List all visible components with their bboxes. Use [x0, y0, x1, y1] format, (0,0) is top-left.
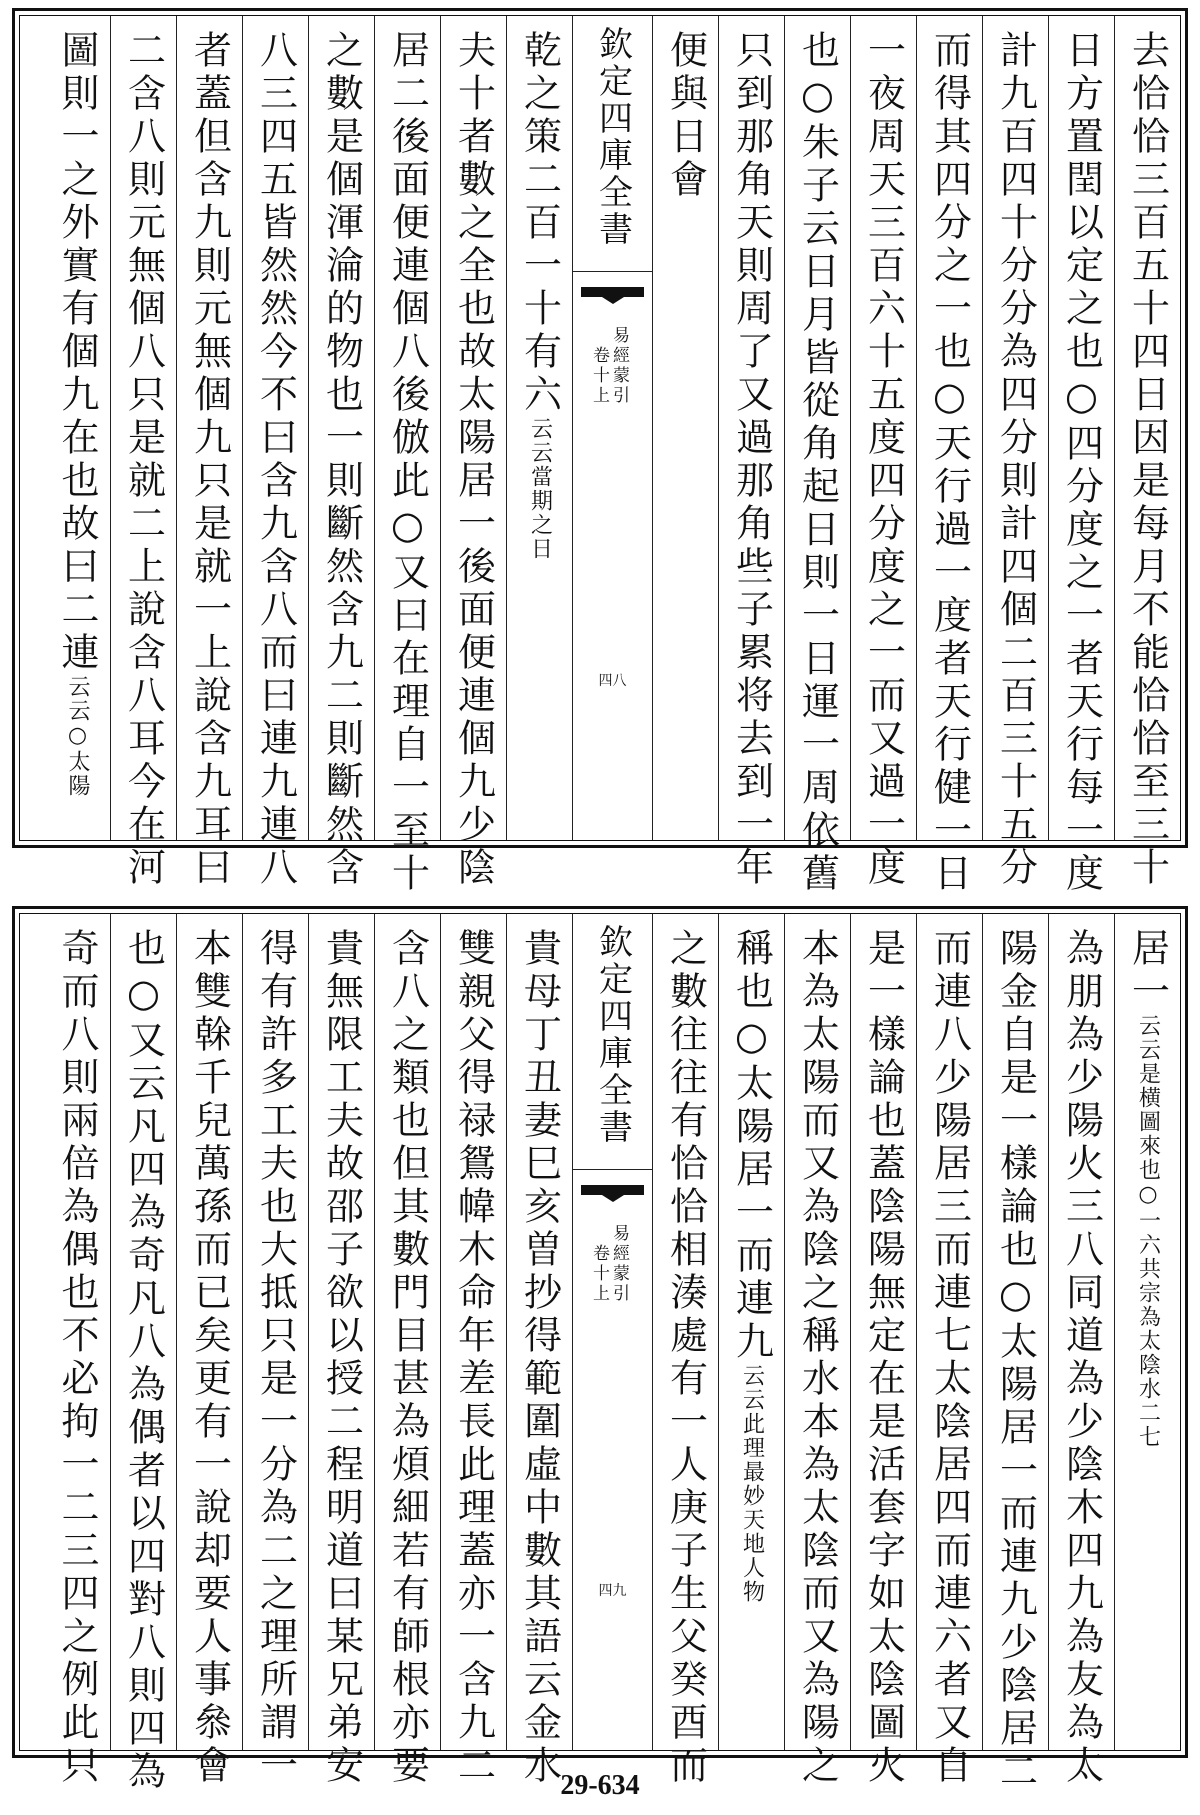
- text-column: [176, 914, 242, 1788]
- column-text: 奇而八則兩倍為偶也不必拘一二三四之例此只: [55, 928, 99, 1788]
- column-text: 者蓋但含九則元無個九只是就一上說含九耳曰: [187, 30, 232, 890]
- column-text: 二含八則元無個八只是就二上說含八耳今在河: [121, 30, 166, 890]
- small-annotation: 云云此理最妙天地人物: [739, 1364, 765, 1604]
- text-column: [1048, 16, 1114, 896]
- column-text: 也○朱子云日月皆從角起日則一日運一周依舊: [795, 30, 840, 896]
- fish-tail-ornament: [581, 1176, 644, 1204]
- center-banner: [572, 914, 652, 1750]
- text-column: [784, 914, 850, 1788]
- column-text: 去恰恰三百五十四日因是每月不能恰恰至三十: [1125, 30, 1170, 890]
- text-column: [374, 914, 440, 1788]
- column-text: 本為太陽而又為陰之稱水本為太陰而又為陽之: [795, 928, 840, 1788]
- main-text: 稱也○太陽居一而連九: [729, 928, 774, 1364]
- fish-tail-ornament: [581, 278, 644, 306]
- column-text: 貴無限工夫故邵子欲以授二程明道曰某兄弟安: [319, 928, 364, 1788]
- column-text: 雙親父得禄鴛幃木命年差長此理蓋亦一含九二: [451, 928, 496, 1788]
- column-text: 居二後面便連個八後倣此○又曰在理自一至十: [385, 30, 430, 896]
- leaf-number: 四八: [598, 673, 627, 689]
- column-text: 貴母丁丑妻巳亥曽抄得範圍虛中數其語云金水: [517, 928, 562, 1788]
- column-text: 日方置閏以定之也○四分度之一者天行每一度: [1059, 30, 1104, 896]
- text-column: [110, 914, 176, 1794]
- column-text: 本雙榦千兒萬孫而已矣更有一說却要人事叅會: [187, 928, 232, 1788]
- book-title: 欽定四庫全書: [592, 26, 633, 248]
- main-text: 乾之策二百一十有六: [517, 30, 562, 417]
- text-column: [242, 16, 308, 890]
- column-text: 也○又云凡四為奇凡八為偶者以四對八則四為: [121, 928, 166, 1794]
- book-name: 易經蒙引: [609, 1224, 629, 1304]
- main-text: 居一: [1125, 928, 1170, 1014]
- column-text: 而連八少陽居三而連七太陰居四而連六者又自: [927, 928, 972, 1788]
- text-column: [652, 16, 718, 840]
- text-column: [850, 914, 916, 1788]
- text-column: [506, 914, 572, 1788]
- column-text: 陽金自是一樣論也○太陽居一而連九少陰居二: [993, 928, 1038, 1794]
- banner-info: [573, 316, 652, 436]
- text-column: [308, 914, 374, 1788]
- column-text: 之數往往有恰恰相湊處有一人庚子生父癸酉而: [663, 928, 708, 1788]
- center-banner: [572, 16, 652, 840]
- text-column: [718, 914, 784, 1750]
- small-annotation: 云云當期之日: [527, 417, 553, 561]
- column-text: [47, 30, 107, 798]
- column-text: 是一樣論也蓋陰陽無定在是活套字如太陰圖火: [861, 928, 906, 1788]
- column-text: [1118, 928, 1178, 1449]
- page-footer-number: 29-634: [560, 1770, 640, 1801]
- column-text: 得有許多工夫也大抵只是一分為二之理所謂一: [253, 928, 298, 1788]
- book-name: 易經蒙引: [609, 326, 629, 406]
- column-text: 為朋為少陽火三八同道為少陰木四九為友為太: [1059, 928, 1104, 1788]
- small-annotation: 云云是横圖來也○一六共宗為太陰水二七: [1135, 1014, 1161, 1449]
- text-column: [850, 16, 916, 890]
- text-column: [176, 16, 242, 890]
- text-column: [44, 16, 110, 840]
- column-text: 之數是個渾淪的物也一則斷然含九二則斷然含: [319, 30, 364, 890]
- top-columns: [20, 16, 1180, 896]
- column-text: 便與日會: [663, 30, 708, 202]
- text-column: [916, 914, 982, 1788]
- column-text: 而得其四分之一也○天行過一度者天行健一日: [927, 30, 972, 896]
- column-text: 計九百四十分分為四分則計四個二百三十五分: [993, 30, 1038, 890]
- text-column: [308, 16, 374, 890]
- banner-title-box: [573, 16, 652, 272]
- volume-label: 卷十上: [589, 1244, 609, 1304]
- text-column: [440, 16, 506, 890]
- column-text: [510, 30, 570, 561]
- text-column: [916, 16, 982, 896]
- banner-info: [573, 1214, 652, 1334]
- text-column: [718, 16, 784, 890]
- text-column: [1114, 914, 1180, 1750]
- column-text: 只到那角天則周了又過那角些子累将去到一年: [729, 30, 774, 890]
- banner-title-box: [573, 914, 652, 1170]
- text-column: [44, 914, 110, 1788]
- text-column: [506, 16, 572, 840]
- main-text: 圖則一之外實有個九在也故曰二連: [55, 30, 99, 675]
- column-text: 八三四五皆然然今不曰含九含八而曰連九連八: [253, 30, 298, 890]
- text-column: [982, 914, 1048, 1794]
- text-column: [242, 914, 308, 1788]
- text-column: [1048, 914, 1114, 1788]
- text-column: [374, 16, 440, 896]
- text-column: [652, 914, 718, 1788]
- leaf-number: 四九: [598, 1583, 627, 1599]
- text-column: [1114, 16, 1180, 890]
- column-text: 含八之類也但其數門目甚為煩細若有師根亦要: [385, 928, 430, 1788]
- book-title: 欽定四庫全書: [592, 924, 633, 1146]
- text-column: [784, 16, 850, 896]
- text-column: [110, 16, 176, 890]
- column-text: 夫十者數之全也故太陽居一後面便連個九少陰: [451, 30, 496, 890]
- text-column: [440, 914, 506, 1788]
- top-page: [12, 8, 1188, 896]
- column-text: 一夜周天三百六十五度四分度之一而又過一度: [861, 30, 906, 890]
- text-column: [982, 16, 1048, 890]
- volume-label: 卷十上: [589, 346, 609, 406]
- small-annotation: 云云○太陽: [65, 675, 90, 798]
- column-text: [722, 928, 782, 1604]
